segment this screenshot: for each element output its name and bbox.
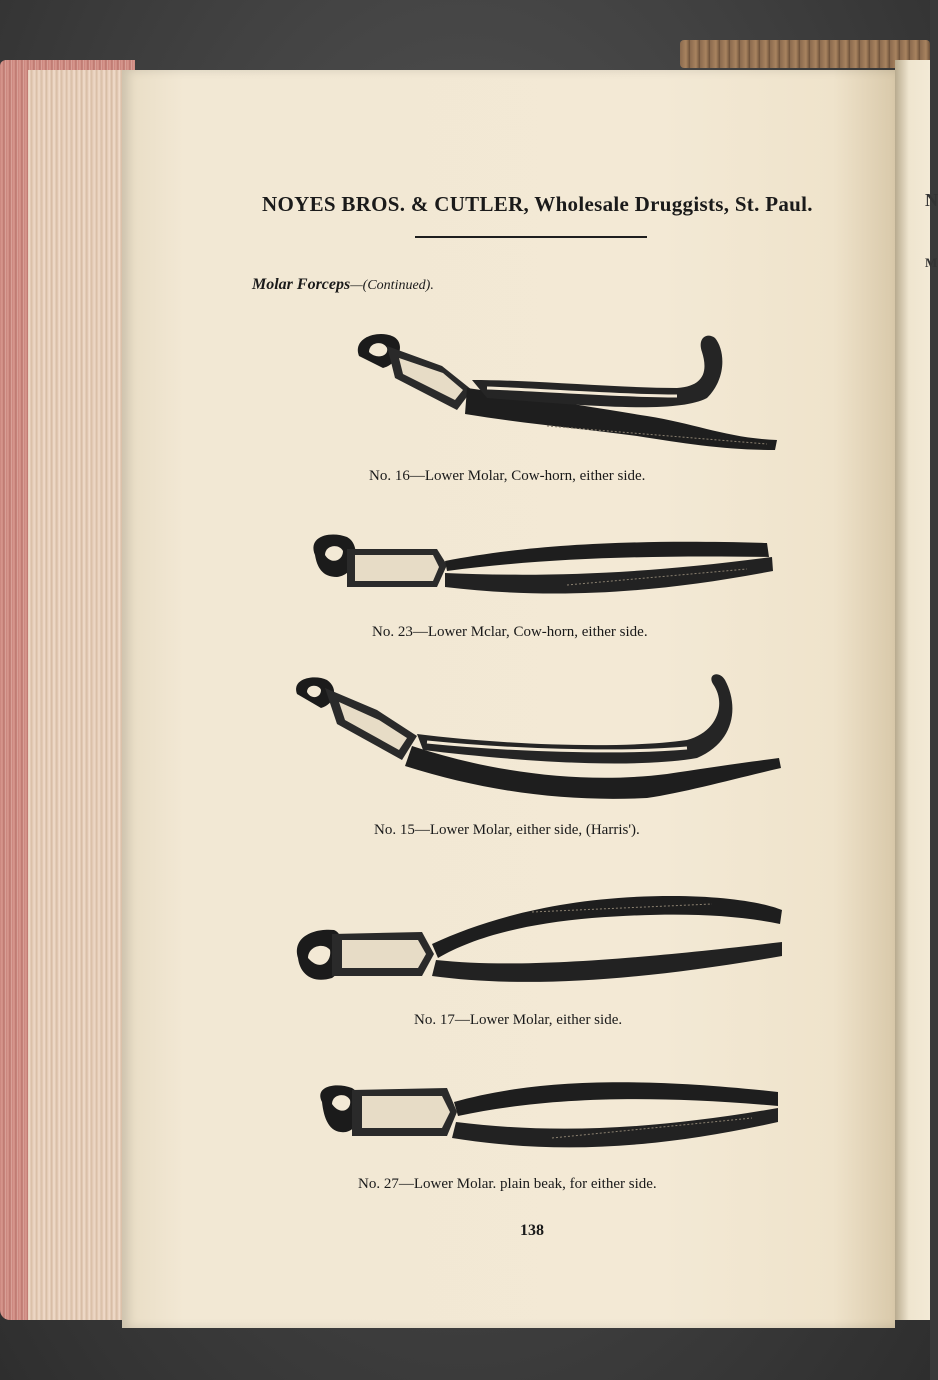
forceps-illustration-15 [287, 674, 787, 814]
item-caption: No. 17—Lower Molar, either side. [414, 1012, 623, 1028]
section-subtitle: —(Continued). [350, 278, 434, 293]
item-caption: No. 27—Lower Molar. plain beak, for either side. [358, 1176, 657, 1192]
book-binding [680, 40, 930, 68]
facing-page-fragment: M [925, 255, 938, 270]
forceps-illustration-16 [317, 328, 817, 458]
item-caption: No. 16—Lower Molar, Cow-horn, either side. [369, 468, 646, 484]
page-number: 138 [520, 1222, 544, 1239]
item-caption: No. 15—Lower Molar, either side, (Harris'). [374, 822, 640, 838]
item-caption: No. 23—Lower Mclar, Cow-horn, either side. [372, 624, 648, 640]
forceps-illustration-17 [292, 888, 792, 998]
forceps-illustration-27 [302, 1072, 802, 1172]
book-page-stack [28, 70, 128, 1320]
section-title: Molar Forceps [252, 276, 351, 293]
forceps-illustration-23 [297, 525, 797, 615]
header-rule [415, 236, 647, 238]
catalog-page [122, 70, 895, 1328]
page-header: NOYES BROS. & CUTLER, Wholesale Druggists, St. Paul. [262, 192, 813, 216]
facing-page [895, 60, 938, 1320]
section-heading [252, 276, 434, 294]
facing-page-fragment: N [925, 190, 938, 210]
